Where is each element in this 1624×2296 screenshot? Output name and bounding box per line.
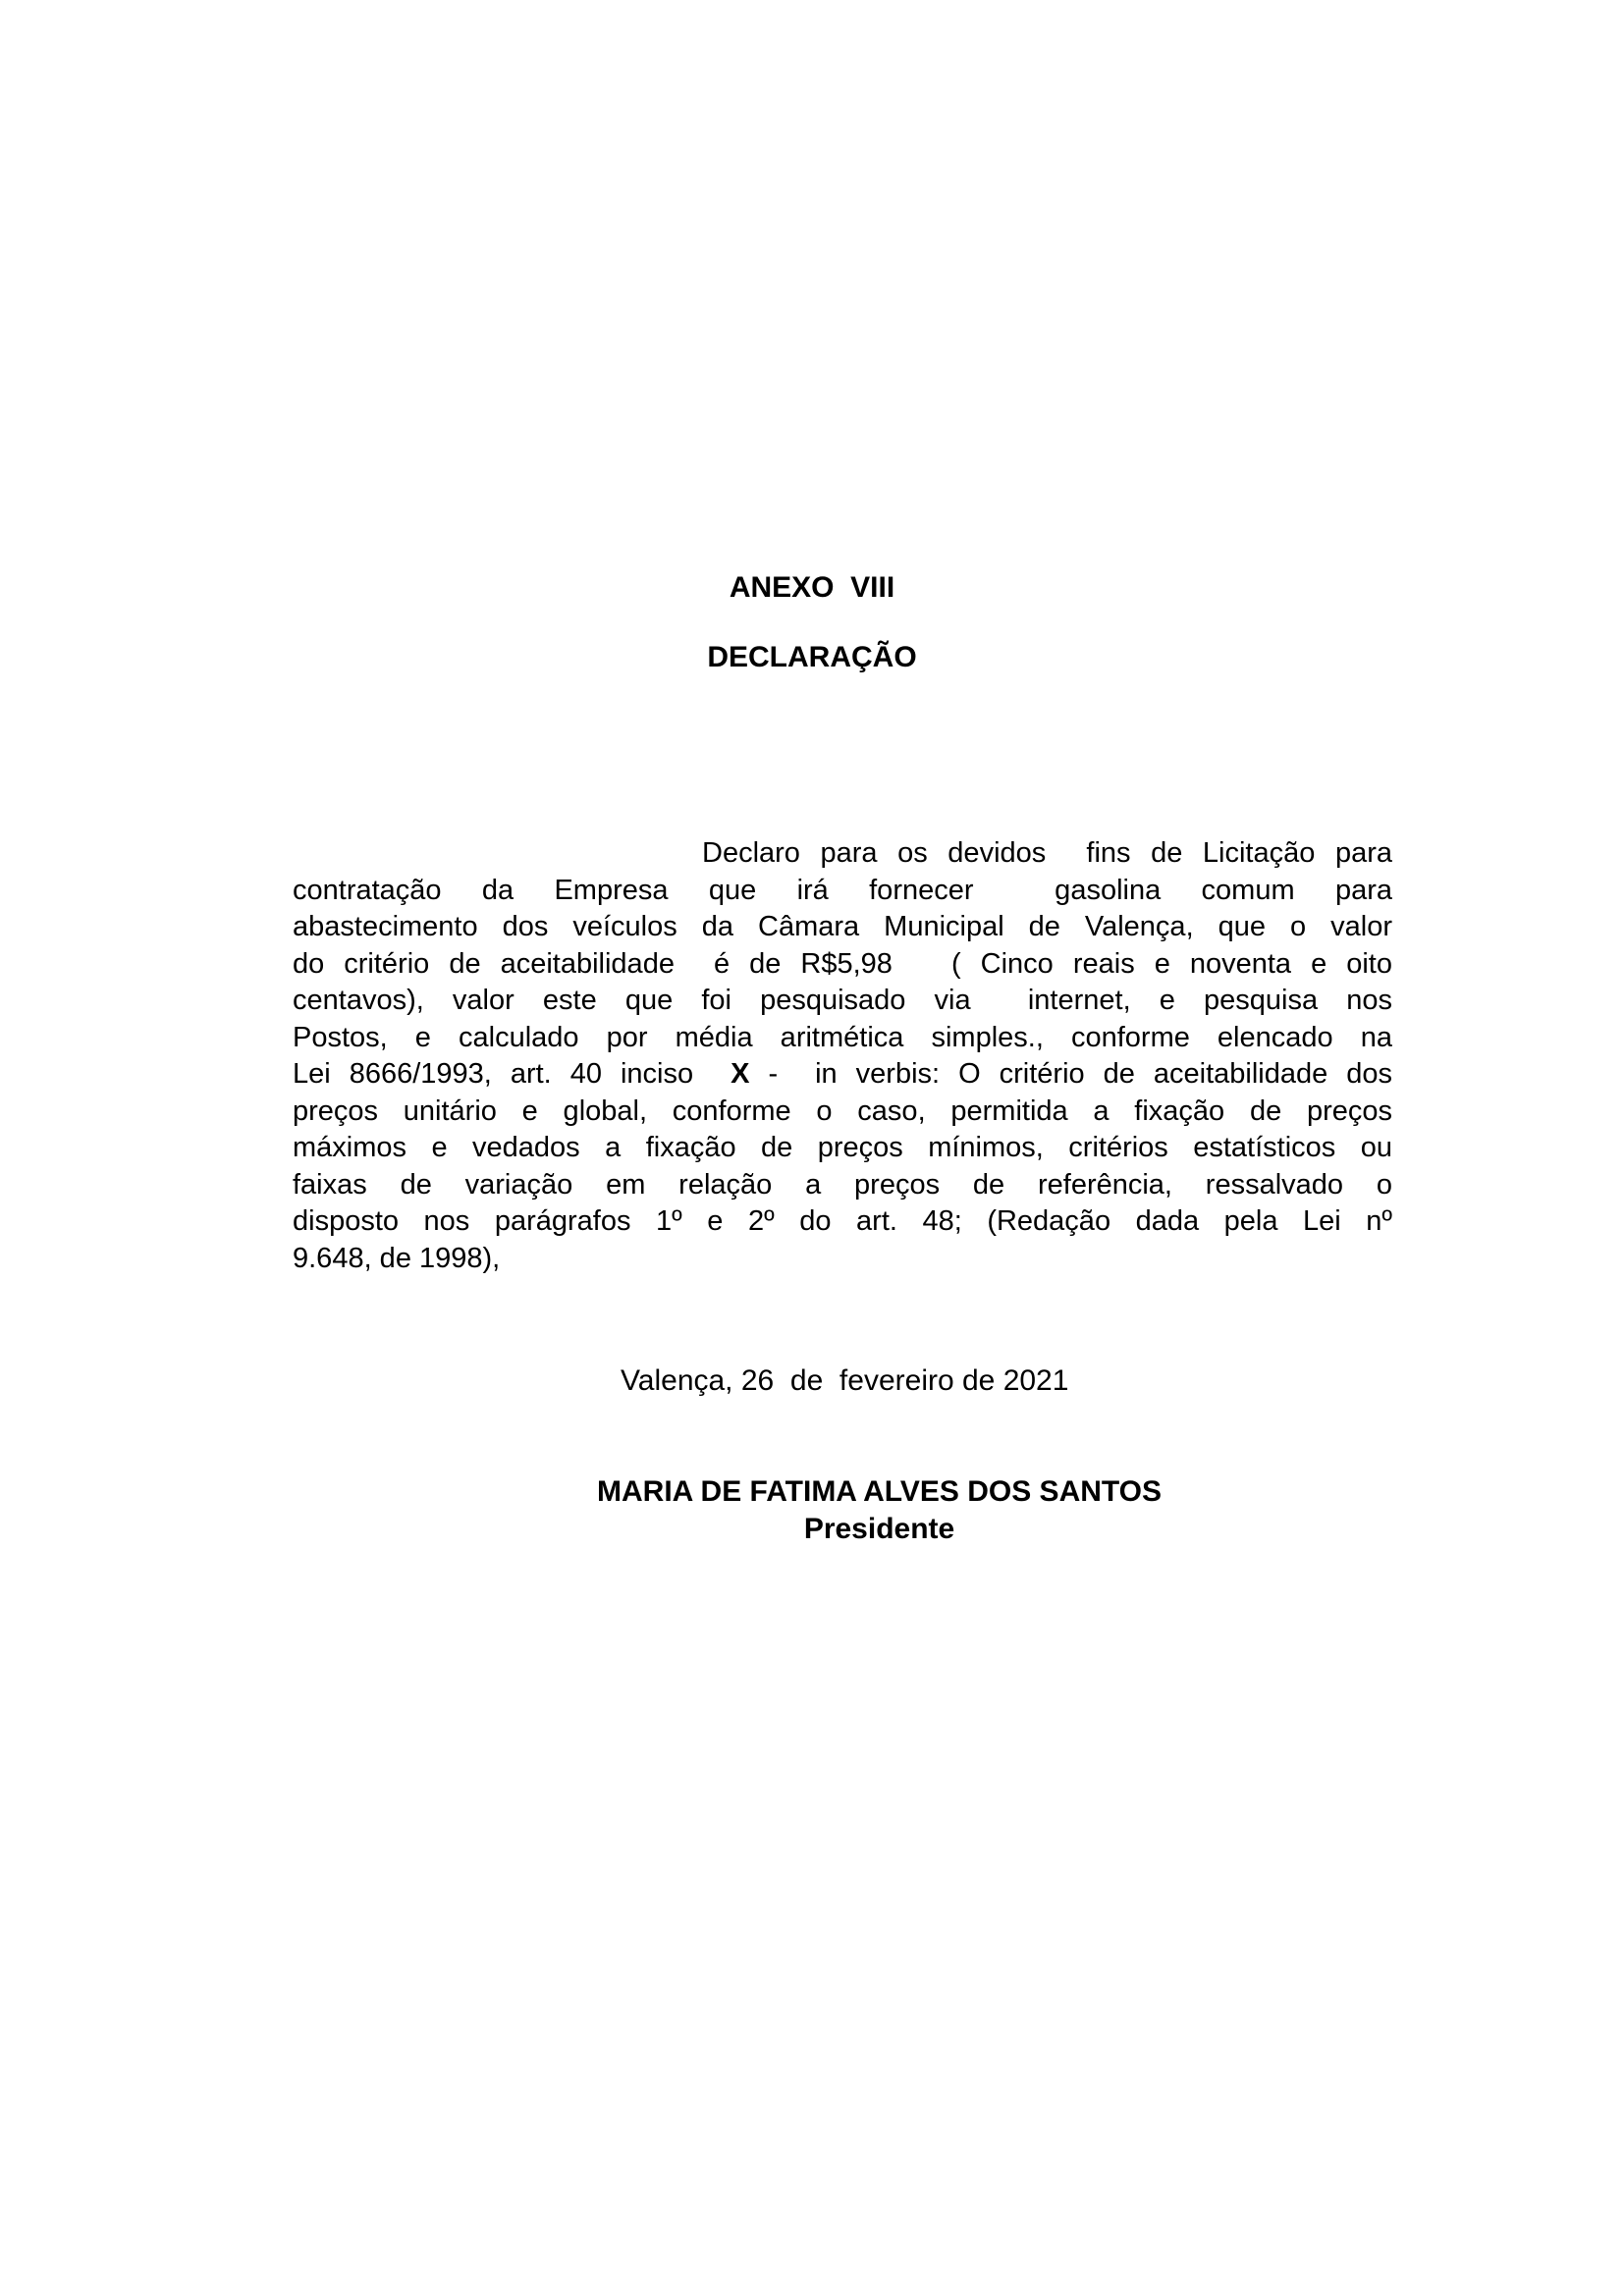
signature-block <box>597 1473 1162 1547</box>
body-line-4: do critério de aceitabilidade é de R$5,98 ( Cinco reais e noventa e oito <box>293 947 1392 980</box>
declaration-body <box>293 835 1392 1277</box>
body-line-1: Declaro para os devidos fins de Licitação para <box>702 837 1392 869</box>
inciso-x-bold: X <box>731 1058 750 1090</box>
signature-role: Presidente <box>803 1512 955 1545</box>
body-line-5: centavos), valor este que foi pesquisado via internet, e pesquisa nos <box>293 985 1392 1016</box>
body-line-2: contratação da Empresa que irá fornecer gasolina comum para <box>293 874 1392 906</box>
body-line-7-pre: Lei 8666/1993, art. 40 inciso <box>293 1058 731 1090</box>
body-line-6: Postos, e calculado por média aritmética simples., conforme elencado na <box>293 1021 1392 1053</box>
annex-title: ANEXO VIII <box>729 571 895 604</box>
body-line-3: abastecimento dos veículos da Câmara Municipal de Valença, que o valor <box>293 911 1392 942</box>
body-line-10: faixas de variação em relação a preços de referência, ressalvado o <box>293 1168 1392 1201</box>
body-line-11: disposto nos parágrafos 1º e 2º do art. 48; (Redação dada pela Lei nº <box>293 1205 1392 1237</box>
body-line-7-post: - in verbis: O critério de aceitabilidade dos <box>749 1058 1392 1090</box>
body-line-8: preços unitário e global, conforme o caso, permitida a fixação de preços <box>293 1095 1392 1127</box>
date-line: Valença, 26 de fevereiro de 2021 <box>621 1364 1069 1397</box>
declaration-title: DECLARAÇÃO <box>707 641 917 673</box>
body-line-9: máximos e vedados a fixação de preços mínimos, critérios estatísticos ou <box>293 1132 1392 1163</box>
body-line-12: 9.648, de 1998), <box>293 1242 501 1274</box>
body-line-7 <box>293 1056 1392 1094</box>
signature-name: MARIA DE FATIMA ALVES DOS SANTOS <box>597 1475 1163 1508</box>
